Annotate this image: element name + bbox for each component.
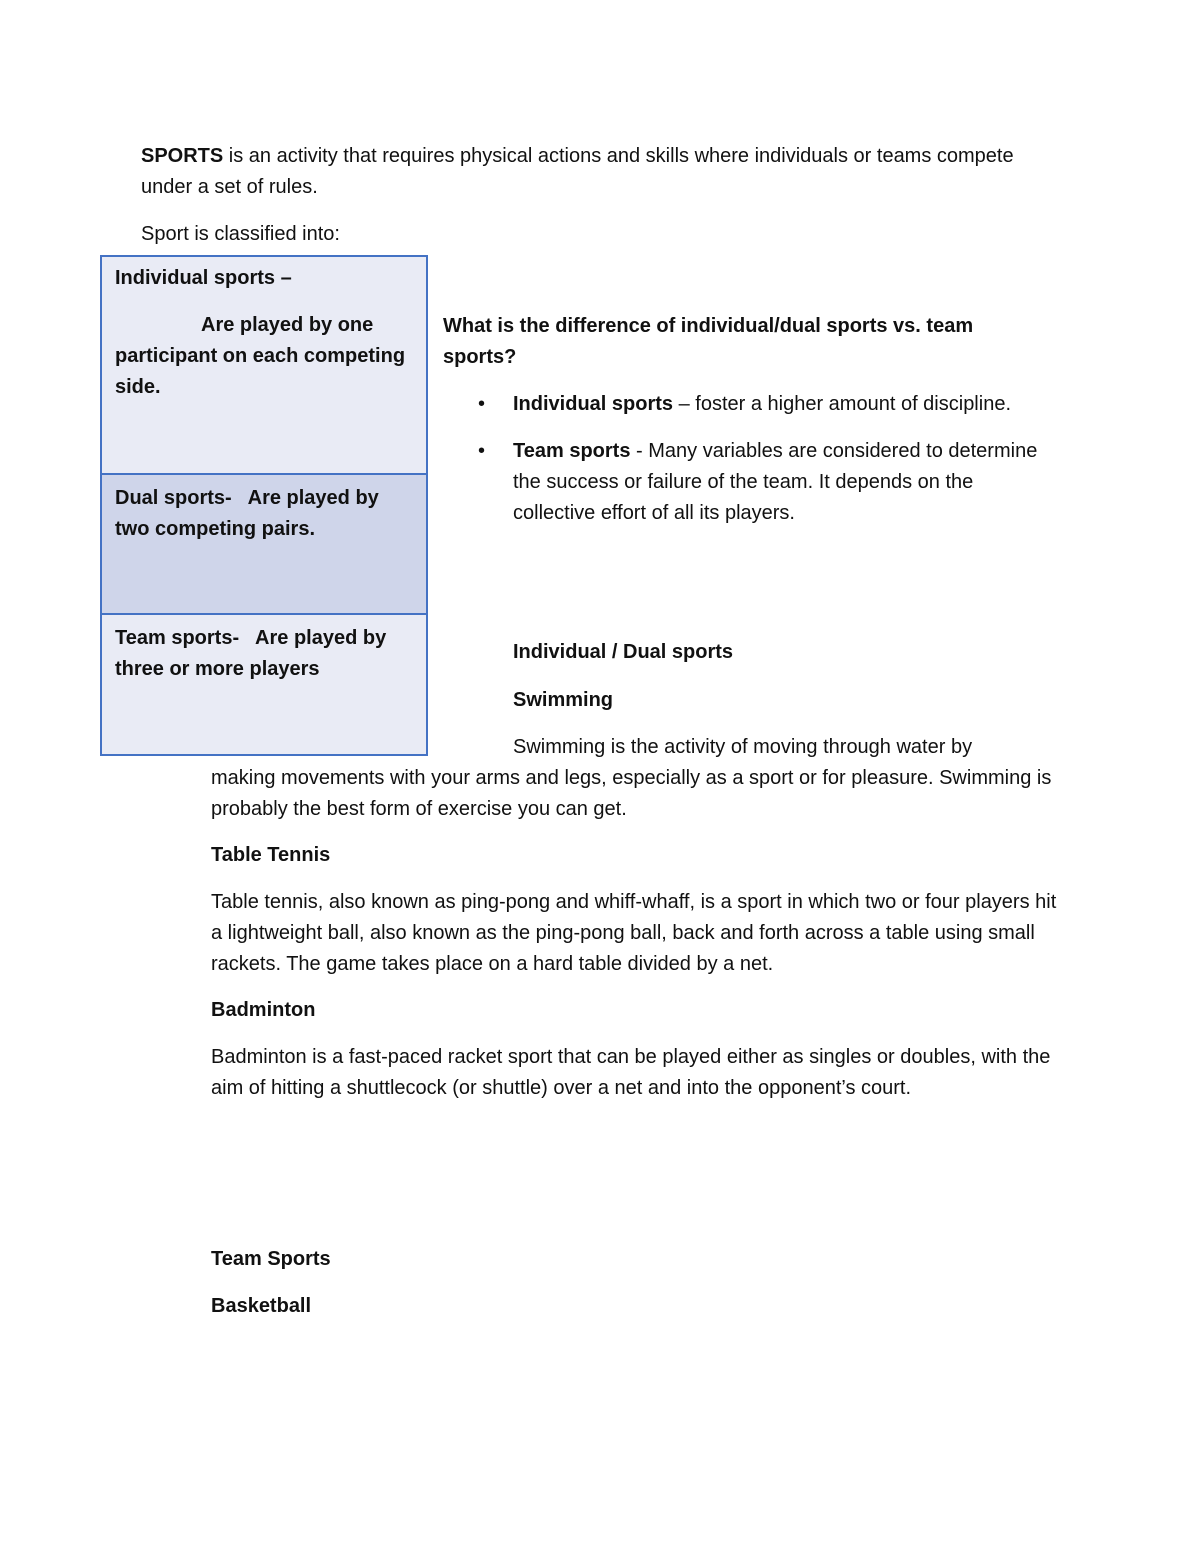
table-tennis-heading: Table Tennis: [211, 844, 331, 866]
bullet-item-team: [513, 436, 1053, 529]
team-sports-desc: Are played by three or more players: [115, 627, 387, 680]
dual-sports-box: [100, 473, 428, 616]
individual-sports-title: Individual sports –: [115, 267, 292, 289]
individual-sports-desc: Are played by one participant on each competing side.: [115, 314, 406, 398]
bullet-term: Team sports: [513, 440, 631, 462]
team-sports-text: [115, 623, 416, 685]
badminton-text: Badminton is a fast-paced racket sport that can be played either as singles or doubles, with the aim of hitting a shuttlecock (or shuttle) over a net and into the opponent’s court.: [211, 1046, 1051, 1099]
table-tennis-text: Table tennis, also known as ping-pong and whiff-whaff, is a sport in which two or four players hit a lightweight ball, also known as the ping-pong ball, back and forth across a table using small rackets. The game takes place on a hard table divided by a net.: [211, 891, 1057, 975]
team-sports-box: [100, 613, 428, 756]
team-sports-title: Team sports-: [115, 627, 240, 649]
dual-sports-title: Dual sports-: [115, 487, 232, 509]
classified-into-text: Sport is classified into:: [141, 223, 340, 245]
basketball-heading: Basketball: [211, 1295, 312, 1317]
bullet-glyph: •: [478, 440, 486, 462]
dual-sports-desc: Are played by two competing pairs.: [115, 487, 379, 540]
intro-lead-rest: is an activity that requires physical actions and skills where individuals or teams compete under a set of rules.: [141, 145, 1014, 198]
bullet-term: Individual sports: [513, 393, 674, 415]
bullet-item-individual: [513, 389, 1073, 420]
swimming-text-first-line: Swimming is the activity of moving through water by: [513, 736, 973, 758]
intro-paragraph: [141, 141, 1021, 203]
dual-sports-heading: Individual / Dual sports: [513, 641, 734, 663]
bullet-glyph: •: [478, 393, 486, 415]
difference-question: What is the difference of individual/dual sports vs. team sports?: [443, 315, 974, 368]
bullet-text: – foster a higher amount of discipline.: [673, 393, 1011, 415]
swimming-text: making movements with your arms and legs, especially as a sport or for pleasure. Swimming is probably the best form of exercise you can get.: [211, 767, 1052, 820]
badminton-heading: Badminton: [211, 999, 316, 1021]
individual-sports-box: [100, 255, 428, 476]
team-sports-heading: Team Sports: [211, 1248, 331, 1270]
dual-sports-text: [115, 483, 416, 545]
swimming-heading: Swimming: [513, 689, 614, 711]
intro-lead-bold: SPORTS: [141, 145, 224, 167]
bullet-text: - Many variables are considered to determine the success or failure of the team. It depends on the collective effort of all its players.: [513, 440, 1038, 524]
